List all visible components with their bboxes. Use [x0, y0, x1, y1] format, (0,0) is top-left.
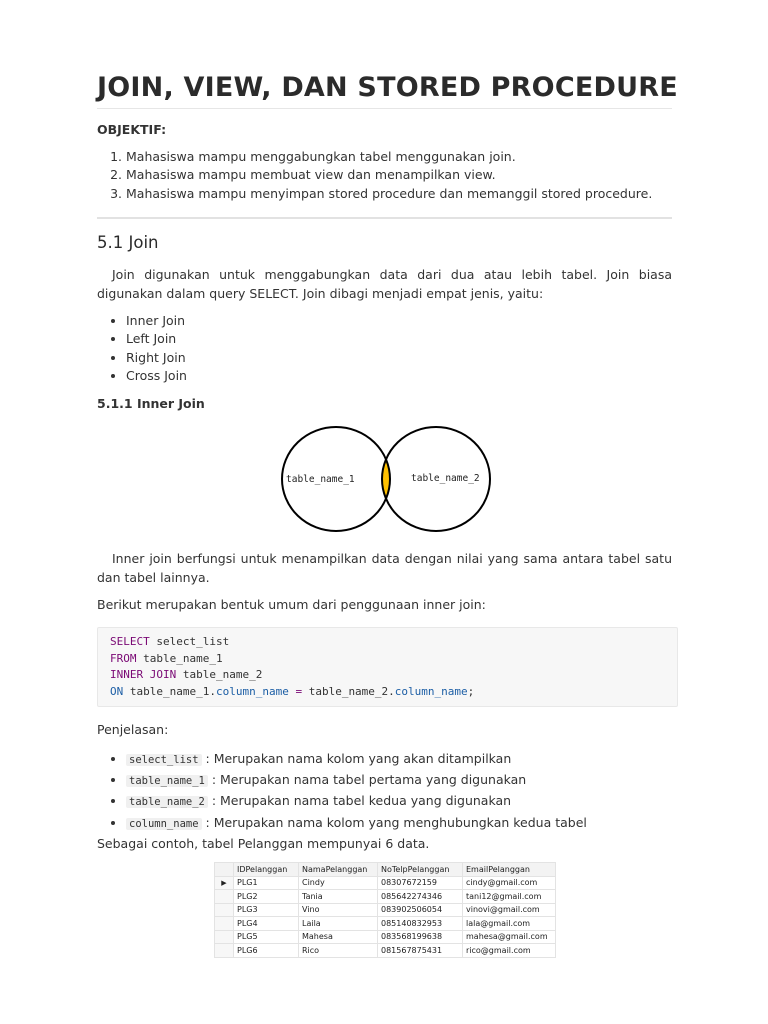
- subsection-heading-inner-join: 5.1.1 Inner Join: [97, 396, 205, 411]
- page-title: JOIN, VIEW, DAN STORED PROCEDURE: [97, 72, 678, 103]
- venn-right-label: table_name_2: [411, 473, 480, 484]
- table-cell: 08307672159: [378, 876, 463, 890]
- table-row: [215, 890, 556, 904]
- table-cell: PLG2: [234, 890, 299, 904]
- table-cell: Cindy: [299, 876, 378, 890]
- table-header-row: [215, 863, 556, 877]
- table-cell: PLG1: [234, 876, 299, 890]
- row-indicator: [215, 903, 234, 917]
- table-cell: 085642274346: [378, 890, 463, 904]
- table-cell: cindy@gmail.com: [463, 876, 556, 890]
- example-intro: Sebagai contoh, tabel Pelanggan mempunyai 6 data.: [97, 836, 430, 851]
- table-cell: PLG4: [234, 917, 299, 931]
- table-cell: 085140832953: [378, 917, 463, 931]
- row-indicator: [215, 917, 234, 931]
- section-heading-join: 5.1 Join: [97, 233, 159, 252]
- objective-item: 2. Mahasiswa mampu membuat view dan menampilkan view.: [126, 166, 652, 184]
- objectives-label: OBJEKTIF:: [97, 122, 167, 137]
- column-header: EmailPelanggan: [463, 863, 556, 877]
- sql-text: table_name_2.: [308, 684, 395, 698]
- table-cell: PLG3: [234, 903, 299, 917]
- join-type-item: • Cross Join: [126, 367, 187, 385]
- explanation-text: : Merupakan nama kolom yang akan ditampilkan: [201, 751, 512, 766]
- table-row: [215, 917, 556, 931]
- code-line: [110, 634, 671, 651]
- table-cell: vinovi@gmail.com: [463, 903, 556, 917]
- sql-code-block: [97, 627, 678, 707]
- sql-text: table_name_1: [136, 651, 223, 665]
- inline-code: table_name_2: [126, 796, 208, 808]
- column-header: IDPelanggan: [234, 863, 299, 877]
- explanation-item: [126, 813, 587, 834]
- row-indicator: [215, 930, 234, 944]
- sql-column: column_name: [215, 684, 289, 698]
- inline-code: table_name_1: [126, 775, 208, 787]
- table-cell: 083568199638: [378, 930, 463, 944]
- column-header: NoTelpPelanggan: [378, 863, 463, 877]
- column-header: NamaPelanggan: [299, 863, 378, 877]
- table-cell: Tania: [299, 890, 378, 904]
- join-type-item: • Right Join: [126, 349, 187, 367]
- explanation-text: : Merupakan nama tabel pertama yang digunakan: [207, 772, 527, 788]
- join-type-item: • Left Join: [126, 330, 187, 348]
- table-cell: Vino: [299, 903, 378, 917]
- join-intro-paragraph: Join digunakan untuk menggabungkan data dari dua atau lebih tabel. Join biasa digunakan dalam query SELECT. Join dibagi menjadi empat jenis, yaitu:: [97, 267, 672, 301]
- row-indicator: [215, 890, 234, 904]
- sql-keyword: ON: [110, 684, 124, 698]
- table-cell: tani12@gmail.com: [463, 890, 556, 904]
- sql-keyword: JOIN: [149, 668, 177, 682]
- sql-column: column_name: [394, 684, 468, 698]
- sql-operator: =: [288, 684, 309, 698]
- venn-left-label: table_name_1: [286, 474, 355, 485]
- general-form-intro: Berikut merupakan bentuk umum dari penggunaan inner join:: [97, 597, 486, 612]
- pelanggan-table: [214, 862, 556, 958]
- explanation-item: [126, 749, 587, 770]
- table-cell: Rico: [299, 944, 378, 958]
- table-cell: Mahesa: [299, 930, 378, 944]
- explanation-item: [126, 770, 587, 791]
- sql-text: table_name_1.: [123, 684, 216, 698]
- table-row: [215, 930, 556, 944]
- table-cell: 081567875431: [378, 944, 463, 958]
- table-cell: Laila: [299, 917, 378, 931]
- table-row: [215, 944, 556, 958]
- code-line: [110, 667, 671, 684]
- explanation-text: : Merupakan nama kolom yang menghubungkan kedua tabel: [201, 814, 587, 830]
- sql-keyword: SELECT: [110, 635, 150, 648]
- inner-join-description: Inner join berfungsi untuk menampilkan data dengan nilai yang sama antara tabel satu dan tabel lainnya.: [97, 551, 672, 585]
- row-indicator-icon: ▶: [215, 876, 234, 890]
- inline-code: column_name: [126, 818, 202, 830]
- objective-item: 3. Mahasiswa mampu menyimpan stored procedure dan memanggil stored procedure.: [126, 185, 652, 203]
- row-indicator: [215, 944, 234, 958]
- section-divider: [97, 217, 672, 219]
- table-cell: PLG6: [234, 944, 299, 958]
- inner-join-venn-diagram: [280, 424, 492, 534]
- sql-text: table_name_2: [176, 668, 263, 682]
- table-cell: lala@gmail.com: [463, 917, 556, 931]
- sql-keyword: FROM: [110, 651, 137, 665]
- explanation-label: Penjelasan:: [97, 722, 169, 737]
- row-indicator-header: [215, 863, 234, 877]
- code-line: [110, 684, 671, 701]
- table-row: [215, 903, 556, 917]
- explanation-item: [126, 791, 587, 812]
- join-type-item: • Inner Join: [126, 312, 187, 330]
- table-cell: mahesa@gmail.com: [463, 930, 556, 944]
- explanation-text: : Merupakan nama tabel kedua yang digunakan: [207, 793, 512, 809]
- join-types-list: [97, 312, 187, 385]
- table-row: [215, 876, 556, 890]
- sql-text: select_list: [149, 635, 230, 648]
- title-divider: [97, 108, 672, 109]
- code-line: [110, 651, 671, 668]
- sql-keyword: INNER: [110, 668, 144, 682]
- table-cell: PLG5: [234, 930, 299, 944]
- table-cell: 083902506054: [378, 903, 463, 917]
- objective-item: 1. Mahasiswa mampu menggabungkan tabel menggunakan join.: [126, 148, 652, 166]
- sql-text: ;: [467, 684, 475, 698]
- table-cell: rico@gmail.com: [463, 944, 556, 958]
- explanations-list: [97, 749, 587, 834]
- inline-code: select_list: [126, 754, 202, 766]
- objectives-list: [97, 148, 652, 203]
